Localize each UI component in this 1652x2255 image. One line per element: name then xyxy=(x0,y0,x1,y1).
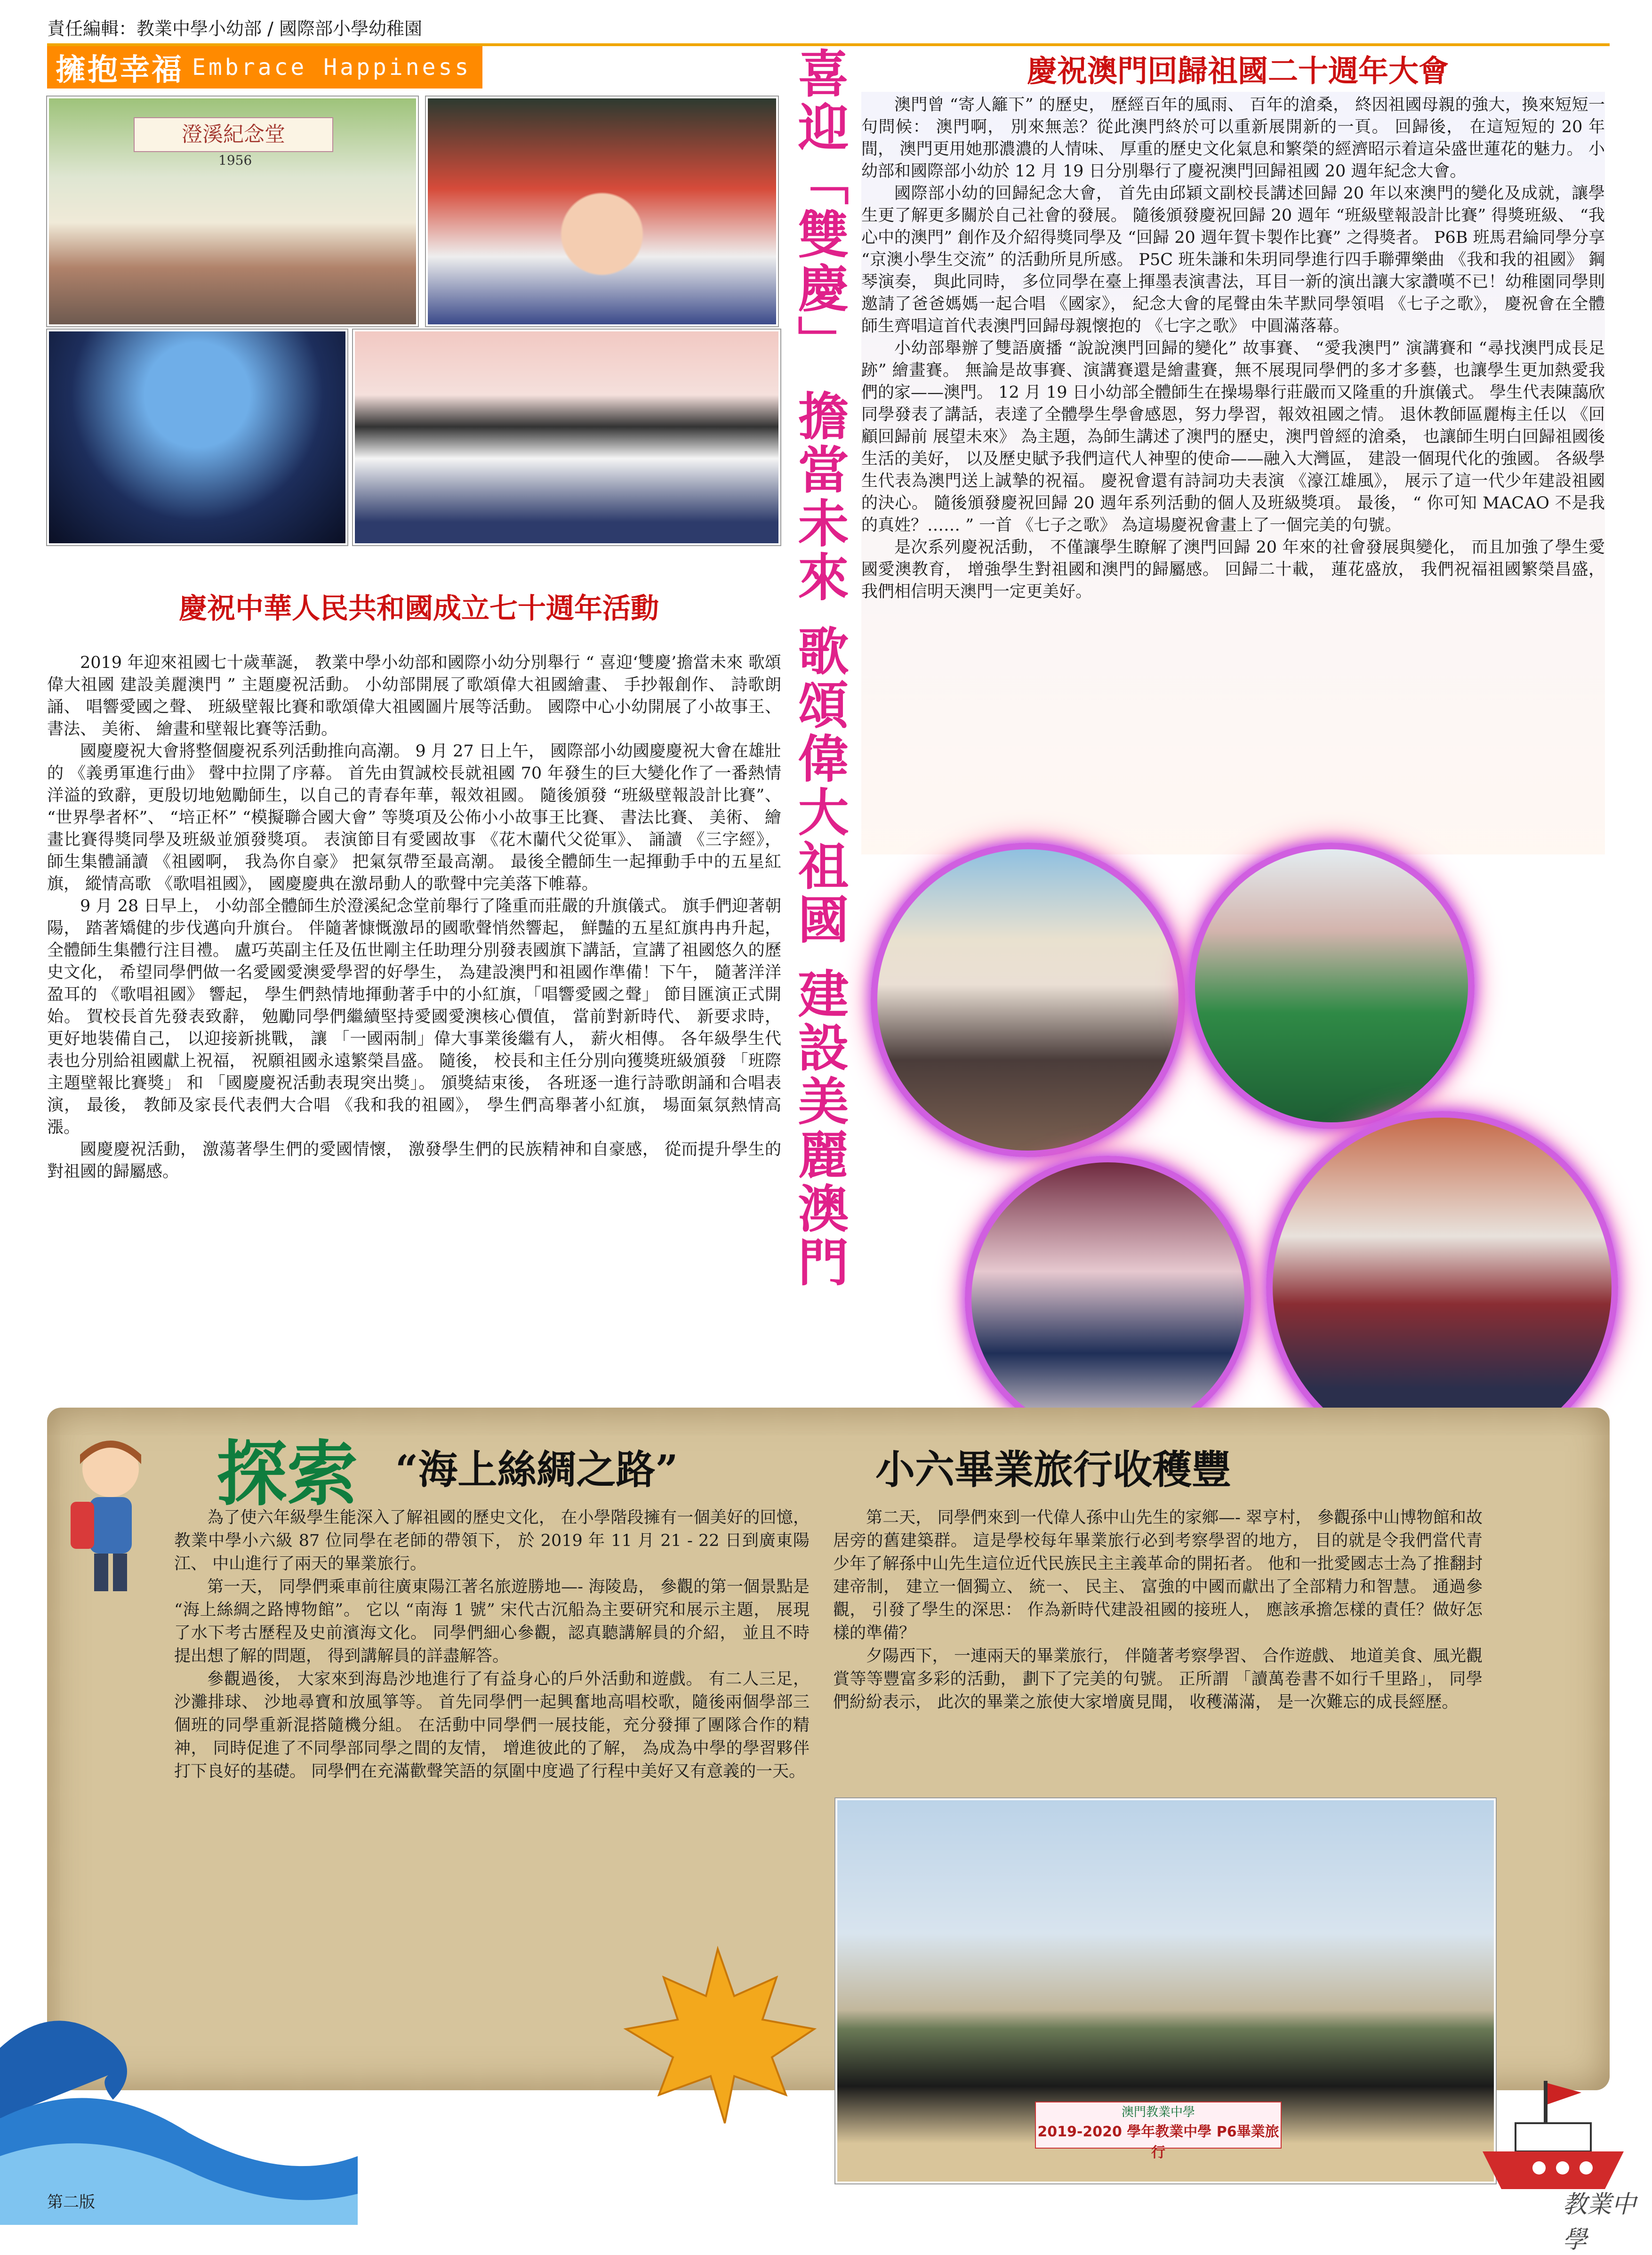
prc-title: 慶祝中華人民共和國成立七十週年活動 xyxy=(179,592,659,625)
photo-choir xyxy=(353,330,780,545)
editor-credit: 責任編輯：教業中學小幼部 / 國際部小學幼稚園 xyxy=(47,18,422,39)
trip-article-right xyxy=(833,1506,1483,1714)
trip-title-end: 小六畢業旅行收穫豐 xyxy=(875,1446,1232,1493)
memorial-hall-year: 1956 xyxy=(218,153,252,168)
trip-paragraph: 第二天， 同學們來到一代偉人孫中山先生的家鄉—- 翠亨村， 參觀孫中山博物館和故居旁的舊建築群。 這是學校每年畢業旅行必到考察學習的地方， 目的就是令我們當代青少年了解孫中山先生這位近代民族民主主義革命的開拓者。 他和一批愛國志士為了推翻封建帝制， 建立一個獨立、 統一、 民主、 富強的中國而獻出了全部精力和智慧。 通過參觀， 引發了學生的深思： 作為新時代建設祖國的接班人， 應該承擔怎樣的責任？做好怎樣的準備？ xyxy=(833,1508,1483,1643)
circle-photo-students xyxy=(965,1156,1251,1442)
vertical-slogan: 喜迎「雙慶」 擔當未來 歌頌偉大祖國 建設美麗澳門 xyxy=(789,47,849,1289)
graduation-banner xyxy=(1035,2102,1282,2161)
section-tag-zh: 擁抱幸福 xyxy=(56,53,184,88)
prc-paragraph: 2019 年迎來祖國七十歲華誕， 教業中學小幼部和國際小幼分別舉行 “ 喜迎‘雙慶’擔當未來 歌頌偉大祖國 建設美麗澳門 ” 主題慶祝活動。 小幼部開展了歌頌偉大祖國繪畫、 手抄報創作、 詩歌朗誦、 唱響愛國之聲、 班級壁報比賽和歌頌偉大祖國圖片展等活動。 國際中心小幼開展了小故事王、 書法、 美術、 繪畫和壁報比賽等活動。 xyxy=(47,653,781,739)
section-tag-en: Embrace Happiness xyxy=(192,54,472,81)
trip-title-mid: “海上絲綢之路” xyxy=(395,1446,678,1493)
photo-kids-flags xyxy=(426,97,778,326)
circle-photo-dance xyxy=(1188,843,1475,1129)
macau-paragraph: 是次系列慶祝活動， 不僅讓學生瞭解了澳門回歸 20 年來的社會發展與變化， 而且加強了學生愛國愛澳教育， 增強學生對祖國和澳門的歸屬感。 回歸二十載， 蓮花盛放， 我們祝福祖國繁榮昌盛， 我們相信明天澳門一定更美好。 xyxy=(861,538,1605,601)
prc-paragraph: 9 月 28 日早上， 小幼部全體師生於澄溪紀念堂前舉行了隆重而莊嚴的升旗儀式。 旗手們迎著朝陽， 踏著矯健的步伐邁向升旗台。 伴隨著慷慨激昂的國歌聲悄然響起， 鮮豔的五星紅旗冉冉升起， 全體師生集體行注目禮。 盧巧英副主任及伍世剛主任助理分別發表國旗下講話，宣講了祖國悠久的歷史文化， 希望同學們做一名愛國愛澳愛學習的好學生， 為建設澳門和祖國作準備！下午， 隨著洋洋盈耳的 《歌唱祖國》 響起， 學生們熱情地揮動著手中的小紅旗，「唱響愛國之聲」 節目匯演正式開始。 賀校長首先發表致辭， 勉勵同學們繼續堅持愛國愛澳核心價值， 當前對新時代、 新要求時， 更好地裝備自己， 以迎接新挑戰， 讓 「一國兩制」偉大事業後繼有人， 薪火相傳。 各年級學生代表也分別給祖國獻上祝福， 祝願祖國永遠繁榮昌盛。 隨後， 校長和主任分別向獲獎班級頒發 「班際主題壁報比賽獎」 和 「國慶慶祝活動表現突出獎」。 頒獎結束後， 各班逐一進行詩歌朗誦和合唱表演， 最後， 教師及家長代表們大合唱 《我和我的祖國》， 學生們高舉著小紅旗， 場面氣氛熱情高漲。 xyxy=(47,897,781,1137)
memorial-hall-sign: 澄溪紀念堂 xyxy=(134,117,333,152)
macau-article xyxy=(861,94,1605,603)
prc-article xyxy=(47,652,781,1183)
circle-photo-memorial-hall xyxy=(871,843,1185,1157)
page-number: 第二版 xyxy=(47,2193,95,2212)
trip-article-left xyxy=(174,1506,810,1783)
trip-paragraph: 為了使六年級學生能深入了解祖國的歷史文化， 在小學階段擁有一個美好的回憶， 教業中學小六級 87 位同學在老師的帶領下， 於 2019 年 11 月 21 - 22 日到廣東陽江、 中山進行了兩天的畢業旅行。 xyxy=(174,1508,810,1573)
waves-icon xyxy=(0,1977,358,2225)
graduation-banner-school: 澳門教業中學 xyxy=(1121,2105,1195,2119)
school-logo: 教業中學 xyxy=(1563,2191,1636,2254)
photo-stage-performance xyxy=(47,330,347,545)
graduation-banner-text: 2019-2020 學年教業中學 P6畢業旅行 xyxy=(1037,2124,1279,2161)
macau-paragraph: 小幼部舉辦了雙語廣播 “說說澳門回歸的變化” 故事賽、 “愛我澳門” 演講賽和 “尋找澳門成長足跡” 繪畫賽。 無論是故事賽、演講賽還是繪畫賽，無不展現同學們的多才多藝，也讓學生更加熱愛我們的家——澳門。 12 月 19 日小幼部全體師生在操場舉行莊嚴而又隆重的升旗儀式。 學生代表陳藹欣同學發表了講話，表達了全體學生學會感恩，努力學習，報效祖國之情。 退休教師區麗梅主任以 《回顧回歸前 展望未來》 為主題，為師生講述了澳門的歷史，澳門曾經的滄桑， 也讓師生明白回歸祖國後生活的美好， 以及歷史賦予我們這代人神聖的使命——融入大灣區， 建設一個現代化的強國。 各級學生代表為澳門送上誠摯的祝福。 慶祝會還有詩詞功夫表演 《濠江雄風》， 展示了這一代少年建設祖國的決心。 隨後頒發慶祝回歸 20 週年系列活動的個人及班級獎項。 最後， “ 你可知 MACAO 不是我的真姓？…… ” 一首 《七子之歌》 為這場慶祝會畫上了一個完美的句號。 xyxy=(861,339,1605,535)
macau-paragraph: 澳門曾 “寄人籬下” 的歷史， 歷經百年的風雨、 百年的滄桑， 終因祖國母親的強大，換來短短一句問候： 澳門啊， 別來無恙？從此澳門終於可以重新展開新的一頁。 回歸後， 在這短短的 20 年間， 澳門更用她那濃濃的人情味、 厚重的歷史文化氣息和繁榮的經濟昭示着這朵盛世蓮花的魅力。 小幼部和國際部小幼於 12 月 19 日分別舉行了慶祝澳門回歸祖國 20 週年紀念大會。 xyxy=(861,96,1605,181)
macau-paragraph: 國際部小幼的回歸紀念大會， 首先由邱穎文副校長講述回歸 20 年以來澳門的變化及成就，讓學生更了解更多關於自己社會的發展。 隨後頒發慶祝回歸 20 週年 “班級壁報設計比賽” 得獎班級、 “我心中的澳門” 創作及介紹得獎同學及 “回歸 20 週年賀卡製作比賽” 之得獎者。 P6B 班馬君綸同學分享 “京澳小學生交流” 的活動所見所感。 P5C 班朱謙和朱玥同學進行四手聯彈樂曲 《我和我的祖國》 鋼琴演奏， 與此同時， 多位同學在臺上揮墨表演書法，耳目一新的演出讓大家讚嘆不已！幼稚園同學則邀請了爸爸媽媽一起合唱 《國家》， 紀念大會的尾聲由朱芊默同學領唱 《七子之歌》， 慶祝會在全體師生齊唱這首代表澳門回歸母親懷抱的 《七字之歌》 中圓滿落幕。 xyxy=(861,184,1605,336)
photo-flag-ceremony xyxy=(47,97,418,326)
macau-title: 慶祝澳門回歸祖國二十週年大會 xyxy=(1027,54,1449,89)
trip-title-big: 探索 xyxy=(217,1433,358,1515)
trip-paragraph: 第一天， 同學們乘車前往廣東陽江著名旅遊勝地—- 海陵島， 參觀的第一個景點是 “海上絲綢之路博物館”。 它以 “南海 1 號” 宋代古沉船為主要研究和展示主題， 展現了水下考古歷程及史前濱海文化。 同學們細心參觀，認真聽講解員的介紹， 並且不時提出想了解的問題， 得到講解員的詳盡解答。 xyxy=(174,1578,810,1666)
boy-backpack-icon xyxy=(52,1431,169,1601)
trip-paragraph: 夕陽西下， 一連兩天的畢業旅行， 伴隨著考察學習、 合作遊戲、 地道美食、風光觀賞等等豐富多彩的活動， 劃下了完美的句號。 正所謂 「讀萬卷書不如行千里路」， 同學們紛紛表示， 此次的畢業之旅使大家增廣見聞， 收穫滿滿， 是一次難忘的成長經歷。 xyxy=(833,1647,1483,1712)
trip-paragraph: 參觀過後， 大家來到海島沙地進行了有益身心的戶外活動和遊戲。 有二人三足， 沙灘排球、 沙地尋寶和放風箏等。 首先同學們一起興奮地高唱校歌，隨後兩個學部三個班的同學重新混搭隨機分組。 在活動中同學們一展技能，充分發揮了團隊合作的精神， 同時促進了不同學部同學之間的友情， 增進彼此的了解， 為成為中學的學習夥伴打下良好的基礎。 同學們在充滿歡聲笑語的氛圍中度過了行程中美好又有意義的一天。 xyxy=(174,1670,810,1781)
prc-paragraph: 國慶慶祝大會將整個慶祝系列活動推向高潮。 9 月 27 日上午， 國際部小幼國慶慶祝大會在雄壯的 《義勇軍進行曲》 聲中拉開了序幕。 首先由賀誠校長就祖國 70 年發生的巨大變化作了一番熱情洋溢的致辭，更殷切地勉勵師生，以自己的青春年華，報效祖國。 隨後頒發 “班級壁報設計比賽”、 “世界學者杯”、 “培正杯” “模擬聯合國大會” 等獎項及公佈小小故事王比賽、 書法比賽、 美術、 繪畫比賽得獎同學及班級並頒發獎項。 表演節目有愛國故事 《花木蘭代父從軍》、 誦讀 《三字經》， 師生集體誦讀 《祖國啊， 我為你自豪》 把氣氛帶至最高潮。 最後全體師生一起揮動手中的五星紅旗， 縱情高歌 《歌唱祖國》， 國慶慶典在激昂動人的歌聲中完美落下帷幕。 xyxy=(47,742,781,894)
maple-leaf-icon xyxy=(607,1940,828,2128)
photo-graduation-group xyxy=(835,1798,1496,2183)
section-tag xyxy=(47,46,482,89)
prc-paragraph: 國慶慶祝活動， 激蕩著學生們的愛國情懷， 激發學生們的民族精神和自豪感， 從而提升學生的對祖國的歸屬感。 xyxy=(47,1140,781,1181)
